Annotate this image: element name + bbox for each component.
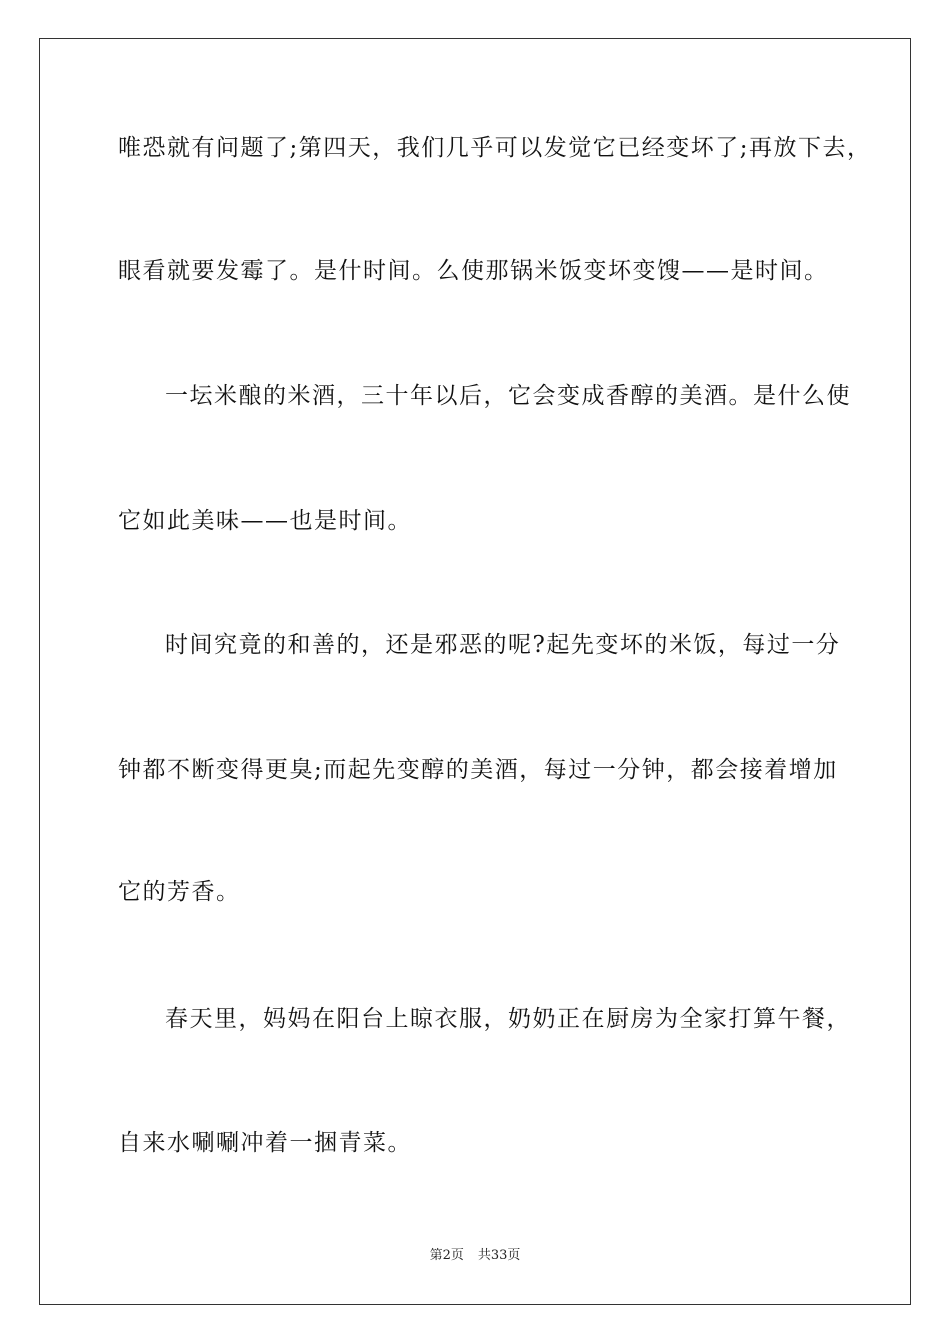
text-line-3: 一坛米酿的米酒，三十年以后，它会变成香醇的美酒。是什么使 — [165, 383, 851, 409]
text-line-7: 它的芳香。 — [118, 879, 241, 905]
text-line-5: 时间究竟的和善的，还是邪恶的呢?起先变坏的米饭，每过一分 — [165, 632, 841, 658]
total-pages: 共33页 — [477, 1248, 521, 1263]
page-footer — [0, 1247, 950, 1265]
text-line-1: 唯恐就有问题了;第四天，我们几乎可以发觉它已经变坏了;再放下去， — [118, 135, 872, 161]
text-line-4: 它如此美味——也是时间。 — [118, 508, 412, 534]
text-line-6: 钟都不断变得更臭;而起先变醇的美酒，每过一分钟，都会接着增加 — [118, 757, 838, 783]
text-line-9: 自来水唰唰冲着一捆青菜。 — [118, 1130, 412, 1156]
text-line-8: 春天里，妈妈在阳台上晾衣服，奶奶正在厨房为全家打算午餐， — [165, 1006, 851, 1032]
page-frame — [39, 38, 911, 1305]
text-line-2: 眼看就要发霉了。是什时间。么使那锅米饭变坏变馊——是时间。 — [118, 258, 829, 284]
page-number: 第2页 — [429, 1248, 464, 1263]
